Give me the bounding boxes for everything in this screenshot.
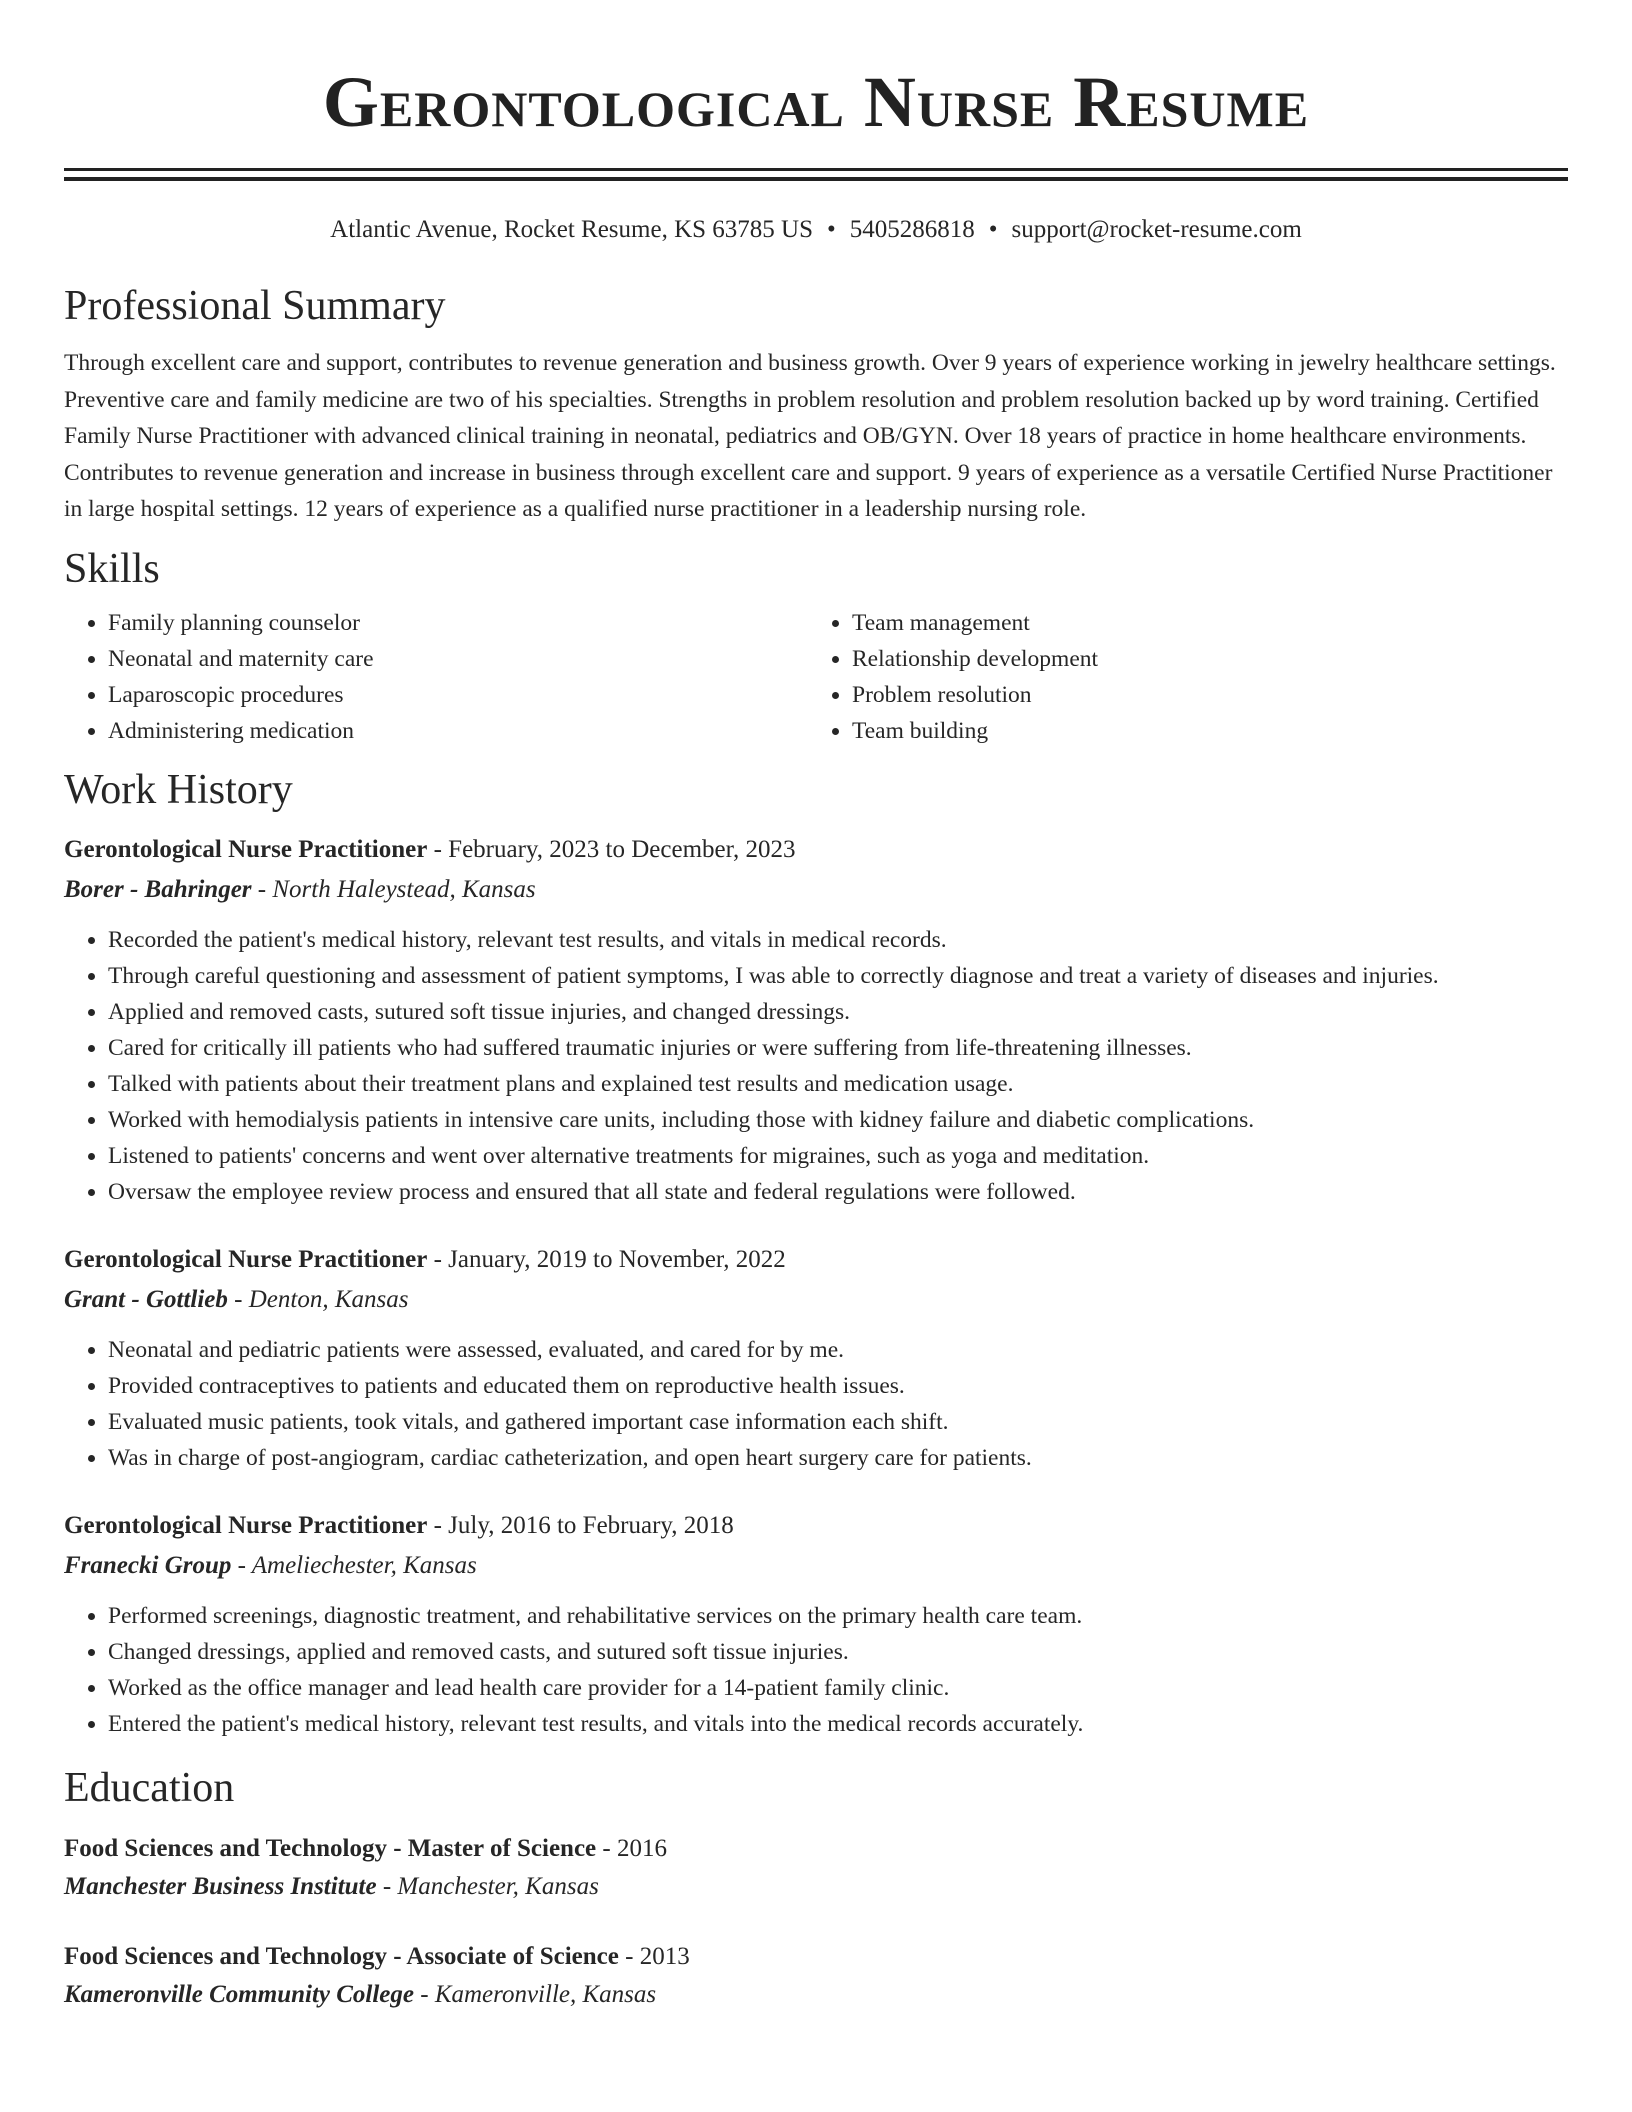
job-entry xyxy=(64,1240,1568,1476)
job-bullet: • Recorded the patient's medical history, relevant test results, and vitals in medical records. xyxy=(108,922,1568,958)
job-bullet: • Performed screenings, diagnostic treatment, and rehabilitative services on the primary health care team. xyxy=(108,1598,1568,1634)
skills-list xyxy=(64,605,1568,749)
job-bullet: • Listened to patients' concerns and went over alternative treatments for migraines, such as yoga and meditation. xyxy=(108,1138,1568,1174)
job-bullet: • Changed dressings, applied and removed casts, and sutured soft tissue injuries. xyxy=(108,1634,1568,1670)
job-company-line: Borer - Bahringer - North Haleystead, Kansas xyxy=(64,875,536,903)
job-company: Grant - Gottlieb xyxy=(64,1285,228,1313)
job-bullet: • Was in charge of post-angiogram, cardiac catheterization, and open heart surgery care for patients. xyxy=(108,1440,1568,1476)
job-bullet: • Talked with patients about their treatment plans and explained test results and medication usage. xyxy=(108,1066,1568,1102)
job-title: Gerontological Nurse Practitioner xyxy=(64,1511,428,1539)
skill-item: • Team management xyxy=(852,605,1552,641)
skill-item: • Neonatal and maternity care xyxy=(108,641,808,677)
job-title-line: Gerontological Nurse Practitioner - February, 2023 to December, 2023 xyxy=(64,835,796,863)
education-entry xyxy=(64,1938,1568,2014)
job-location: North Haleystead, Kansas xyxy=(272,875,536,903)
job-entry xyxy=(64,1506,1568,1742)
job-bullet: • Evaluated music patients, took vitals, and gathered important case information each shift. xyxy=(108,1404,1568,1440)
education-heading: Education xyxy=(64,1764,235,1811)
degree: Food Sciences and Technology - Associate of Science xyxy=(64,1942,619,1970)
job-bullet: • Through careful questioning and assessment of patient symptoms, I was able to correctly diagnose and treat a variety of diseases and injuries. xyxy=(108,958,1568,994)
job-bullet: • Provided contraceptives to patients and educated them on reproductive health issues. xyxy=(108,1368,1568,1404)
job-company-line: Grant - Gottlieb - Denton, Kansas xyxy=(64,1285,409,1313)
job-bullets xyxy=(64,1598,1568,1742)
job-location: Denton, Kansas xyxy=(248,1285,409,1313)
job-title-line: Gerontological Nurse Practitioner - July, 2016 to February, 2018 xyxy=(64,1511,734,1539)
contact-line xyxy=(64,215,1568,245)
job-bullets xyxy=(64,922,1568,1210)
job-bullet: • Entered the patient's medical history, relevant test results, and vitals into the medical records accurately. xyxy=(108,1706,1568,1742)
school-name: Manchester Business Institute xyxy=(64,1872,377,1900)
school-location: Kameronville, Kansas xyxy=(434,1980,657,2008)
job-bullet: • Worked as the office manager and lead health care provider for a 14-patient family clinic. xyxy=(108,1670,1568,1706)
job-bullets xyxy=(64,1332,1568,1476)
degree-year: 2013 xyxy=(639,1942,690,1970)
skill-item: • Team building xyxy=(852,713,1552,749)
job-bullet: • Worked with hemodialysis patients in intensive care units, including those with kidney failure and diabetic complications. xyxy=(108,1102,1568,1138)
skills-column-left xyxy=(64,605,808,749)
job-title: Gerontological Nurse Practitioner xyxy=(64,835,428,863)
job-company: Franecki Group xyxy=(64,1551,232,1579)
education-entry xyxy=(64,1830,1568,1906)
job-bullet: • Oversaw the employee review process and ensured that all state and federal regulations were followed. xyxy=(108,1174,1568,1210)
contact-phone: 5405286818 xyxy=(849,216,975,243)
job-dates: January, 2019 to November, 2022 xyxy=(448,1245,786,1273)
skills-column-right xyxy=(808,605,1552,749)
school-line: Kameronville Community College - Kameronville, Kansas xyxy=(64,1980,657,2008)
skill-item: • Problem resolution xyxy=(852,677,1552,713)
job-title: Gerontological Nurse Practitioner xyxy=(64,1245,428,1273)
job-dates: July, 2016 to February, 2018 xyxy=(448,1511,734,1539)
degree-year: 2016 xyxy=(616,1834,667,1862)
job-location: Ameliechester, Kansas xyxy=(251,1551,477,1579)
title-divider-bottom xyxy=(64,177,1568,181)
degree-line: Food Sciences and Technology - Master of Science - 2016 xyxy=(64,1834,667,1862)
skill-item: • Laparoscopic procedures xyxy=(108,677,808,713)
contact-separator: • xyxy=(988,216,998,243)
summary-text: Through excellent care and support, contributes to revenue generation and business growth. Over 9 years of experience working in jewelry healthcare settings. Preventive care and family medicine are two of his specialties. Strengths in problem resolution and problem resolution backed up by word training. Certified Family Nurse Practitioner with advanced clinical training in neonatal, pediatrics and OB/GYN. Over 18 years of practice in home healthcare environments. Contributes to revenue generation and increase in business through excellent care and support. 9 years of experience as a versatile Certified Nurse Practitioner in large hospital settings. 12 years of experience as a qualified nurse practitioner in a leadership nursing role. xyxy=(64,350,1556,522)
degree-line: Food Sciences and Technology - Associate of Science - 2013 xyxy=(64,1942,690,1970)
resume-title: Gerontological Nurse Resume xyxy=(322,62,1310,142)
skill-item: • Administering medication xyxy=(108,713,808,749)
contact-address: Atlantic Avenue, Rocket Resume, KS 63785 US xyxy=(330,216,813,243)
degree: Food Sciences and Technology - Master of Science xyxy=(64,1834,597,1862)
job-dates: February, 2023 to December, 2023 xyxy=(448,835,796,863)
job-entry xyxy=(64,830,1568,1210)
job-bullet: • Cared for critically ill patients who had suffered traumatic injuries or were suffering from life-threatening illnesses. xyxy=(108,1030,1568,1066)
school-line: Manchester Business Institute - Manchester, Kansas xyxy=(64,1872,599,1900)
job-bullet: • Applied and removed casts, sutured soft tissue injuries, and changed dressings. xyxy=(108,994,1568,1030)
contact-email: support@rocket-resume.com xyxy=(1011,216,1302,243)
summary-heading: Professional Summary xyxy=(64,283,446,329)
school-location: Manchester, Kansas xyxy=(397,1872,599,1900)
skill-item: • Relationship development xyxy=(852,641,1552,677)
job-company: Borer - Bahringer xyxy=(64,875,252,903)
skills-heading: Skills xyxy=(64,545,160,592)
job-company-line: Franecki Group - Ameliechester, Kansas xyxy=(64,1551,477,1579)
job-title-line: Gerontological Nurse Practitioner - January, 2019 to November, 2022 xyxy=(64,1245,786,1273)
contact-separator: • xyxy=(826,216,836,243)
job-bullet: • Neonatal and pediatric patients were assessed, evaluated, and cared for by me. xyxy=(108,1332,1568,1368)
school-name: Kameronville Community College xyxy=(64,1980,414,2008)
skill-item: • Family planning counselor xyxy=(108,605,808,641)
work-history-heading: Work History xyxy=(64,766,293,813)
title-divider-top xyxy=(64,168,1568,171)
